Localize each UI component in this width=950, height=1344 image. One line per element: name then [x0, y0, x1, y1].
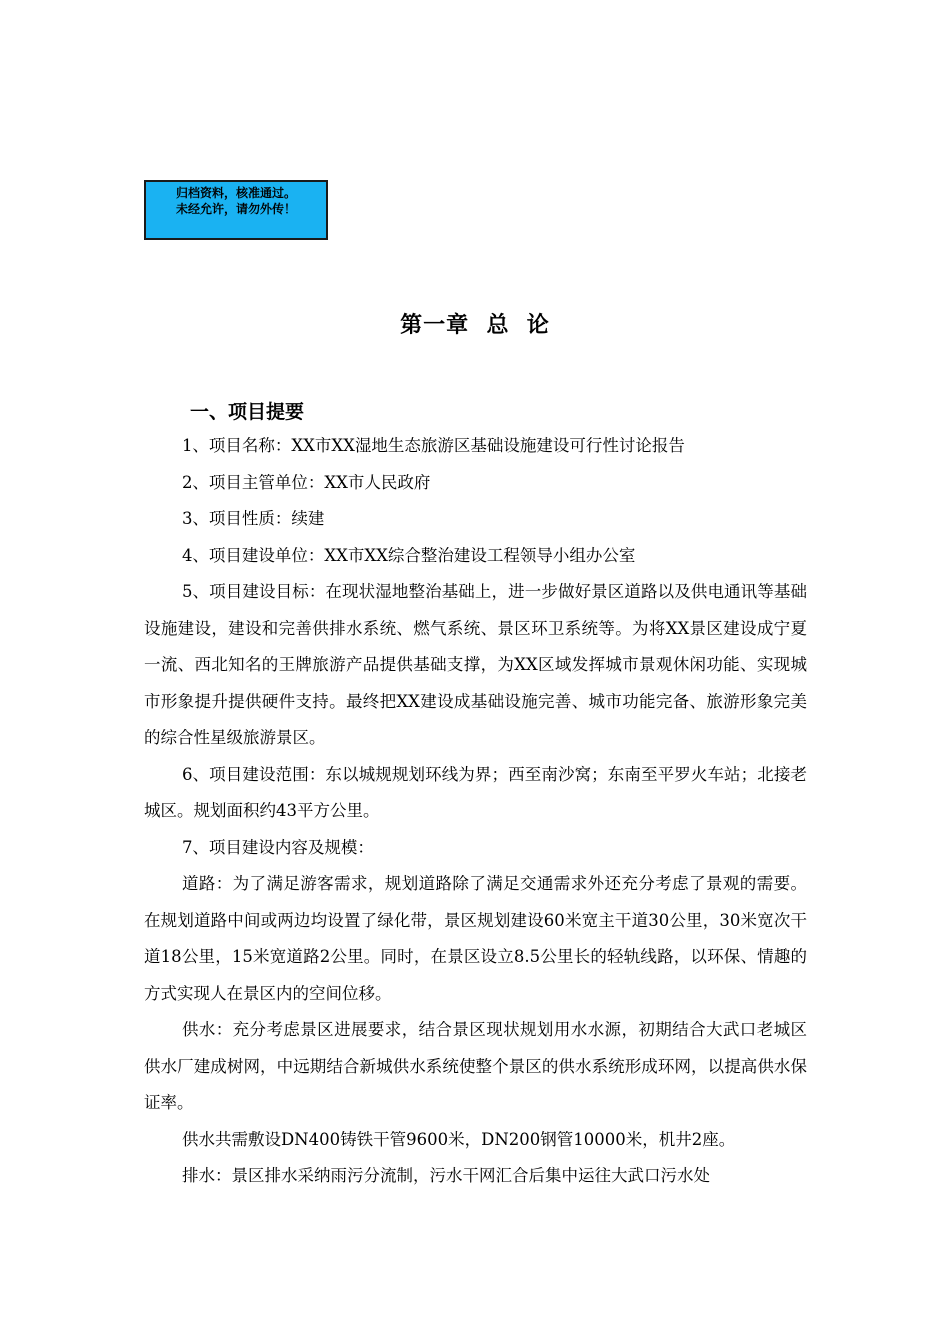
- paragraph-construction-scope: 6、项目建设范围：东以城规规划环线为界；西至南沙窝；东南至平罗火车站；北接老城区。规划面积约43平方公里。: [144, 764, 807, 820]
- paragraph-drainage: 排水：景区排水采纳雨污分流制，污水干网汇合后集中运往大武口污水处: [181, 1166, 710, 1185]
- paragraph-project-name: 1、项目名称：XX市XX湿地生态旅游区基础设施建设可行性讨论报告: [181, 436, 685, 455]
- paragraph-water-supply: 供水：充分考虑景区进展要求，结合景区现状规划用水水源，初期结合大武口老城区供水厂建成树网，中远期结合新城供水系统使整个景区的供水系统形成环网，以提高供水保证率。: [144, 1020, 807, 1112]
- paragraph-water-pipes: 供水共需敷设DN400铸铁干管9600米，DN200钢管10000米，机井2座。: [181, 1129, 736, 1149]
- section-title: 一、项目提要: [190, 401, 305, 423]
- document-body: [144, 428, 807, 1195]
- paragraph-supervising-unit: 2、项目主管单位：XX市人民政府: [181, 472, 431, 492]
- paragraph-roads: 道路：为了满足游客需求，规划道路除了满足交通需求外还充分考虑了景观的需要。在规划道路中间或两边均设置了绿化带，景区规划建设60米宽主干道30公里，30米宽次干道18公里，15米宽道路2公里。同时，在景区设立8.5公里长的轻轨线路，以环保、情趣的方式实现人在景区内的空间位移。: [144, 874, 807, 1003]
- stamp-line-2: 未经允许，请勿外传！: [175, 202, 296, 216]
- paragraph-content-heading: 7、项目建设内容及规模：: [181, 837, 374, 857]
- paragraph-construction-goal: 5、项目建设目标：在现状湿地整治基础上，进一步做好景区道路以及供电通讯等基础设施建设，建设和完善供排水系统、燃气系统、景区环卫系统等。为将XX景区建设成宁夏一流、西北知名的王牌旅游产品提供基础支撑，为XX区域发挥城市景观休闲功能、实现城市形象提升提供硬件支持。最终把XX建设成基础设施完善、城市功能完备、旅游形象完美的综合性星级旅游景区。: [144, 582, 807, 747]
- archive-stamp: [144, 180, 328, 240]
- chapter-title: 第一章 总 论: [400, 313, 550, 338]
- paragraph-project-nature: 3、项目性质：续建: [181, 509, 325, 528]
- stamp-line-1: 归档资料，核准通过。: [175, 186, 296, 200]
- paragraph-construction-unit: 4、项目建设单位：XX市XX综合整治建设工程领导小组办公室: [181, 545, 636, 565]
